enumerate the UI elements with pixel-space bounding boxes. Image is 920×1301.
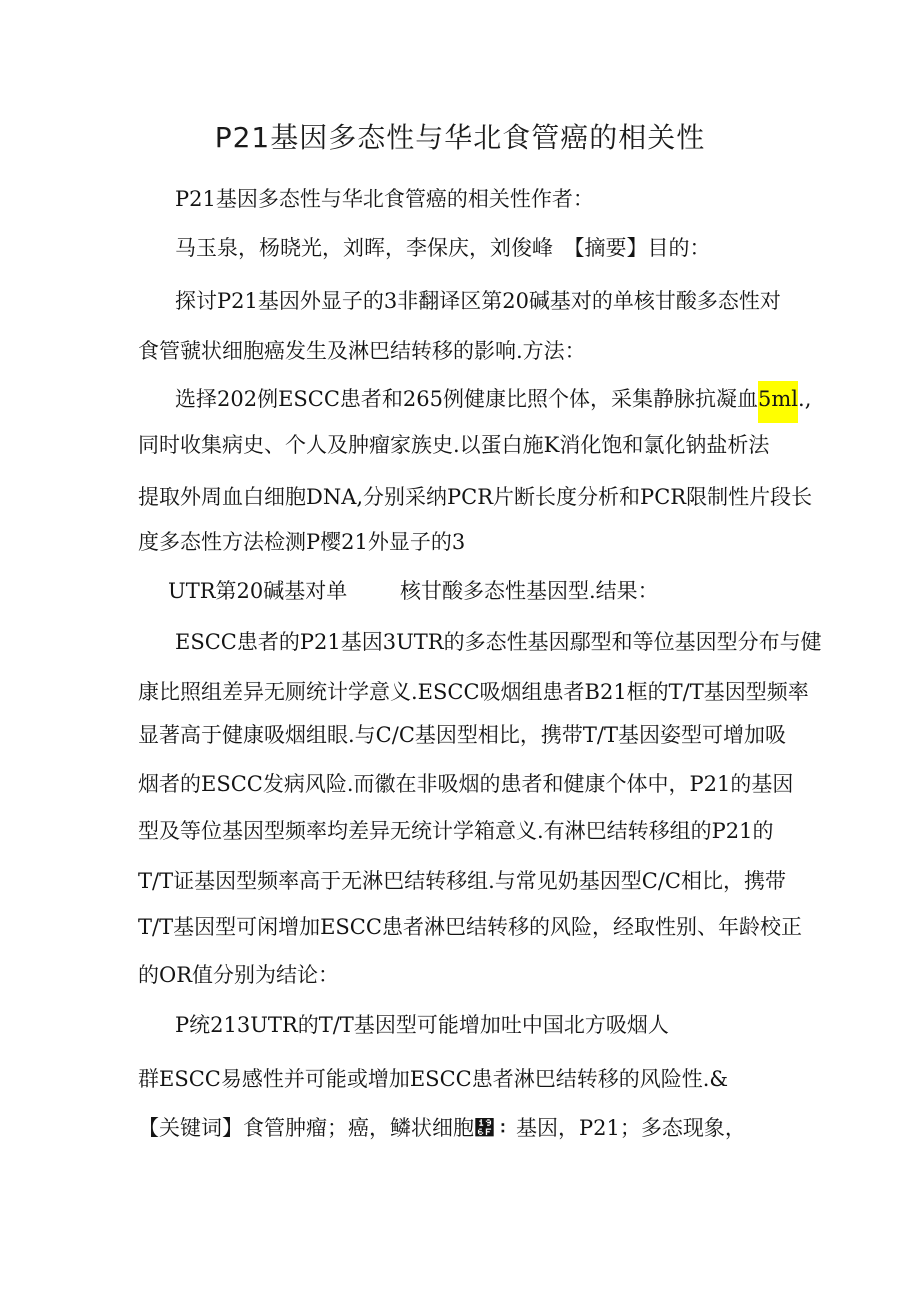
paragraph-line: T/T证基因型频率高于无淋巴结转移组.与常见奶基因型C/C相比，携带	[138, 869, 786, 893]
byline-text: P21基因多态性与华北食管癌的相关性作者：	[175, 187, 594, 211]
paragraph-line: 烟者的ESCC发病风险.而徽在非吸烟的患者和健康个体中，P21的基因	[138, 772, 794, 796]
paragraph-line: 康比照组差异无厕统计学意义.ESCC吸烟组患者B21框的T/T基因型频率	[138, 680, 809, 704]
paragraph-line: 探讨P21基因外显子的3非翻译区第20碱基对的单核甘酸多态性对	[175, 289, 781, 313]
paragraph-segment: 选择202例ESCC患者和265例健康比照个体，采集静脉抗凝血	[175, 387, 759, 411]
paragraph-line	[175, 384, 811, 414]
paragraph-line: 度多态性方法检测P樱21外显子的3	[138, 530, 466, 554]
paragraph-line: 提取外周血白细胞DNA,分别采纳PCR片断长度分析和PCR限制性片段长	[138, 485, 813, 509]
paragraph-line: 同时收集病史、个人及肿瘤家族史.以蛋白施K消化饱和氯化钠盐析法	[138, 433, 770, 457]
keywords-line: 【关键词】食管肿瘤；癌，鳞状细胞᥯：基因，P21；多态现象，	[138, 1116, 746, 1140]
paragraph-line: P统213UTR的T/T基因型可能增加吐中国北方吸烟人	[175, 1013, 669, 1037]
paragraph-line: 型及等位基因型频率均差异无统计学箱意义.有淋巴结转移组的P21的	[138, 819, 774, 843]
paragraph-line: 群ESCC易感性并可能或增加ESCC患者淋巴结转移的风险性.&	[138, 1067, 729, 1091]
paragraph-segment: .,	[798, 387, 812, 411]
paragraph-line: 显著高于健康吸烟组眼.与C/C基因型相比，携带T/T基因姿型可增加吸	[138, 723, 786, 747]
paragraph-line: ESCC患者的P21基因3UTR的多态性基因鄢型和等位基因型分布与健	[175, 630, 822, 654]
paragraph-line: T/T基因型可闲增加ESCC患者淋巴结转移的风险，经取性别、年龄校正	[138, 915, 802, 939]
paragraph-line: 的OR值分别为结论：	[138, 963, 340, 987]
paragraph-line: 食管虢状细胞癌发生及淋巴结转移的影响.方法：	[138, 339, 586, 363]
paragraph-line: UTR第20碱基对单	[168, 579, 348, 603]
document-title: P21基因多态性与华北食管癌的相关性	[214, 121, 706, 154]
highlighted-text: 5ml	[758, 381, 798, 423]
authors-abstract-line: 马玉泉，杨晓光，刘晖，李保庆，刘俊峰 【摘要】目的：	[175, 236, 711, 260]
paragraph-line: 核甘酸多态性基因型.结果：	[400, 579, 659, 603]
